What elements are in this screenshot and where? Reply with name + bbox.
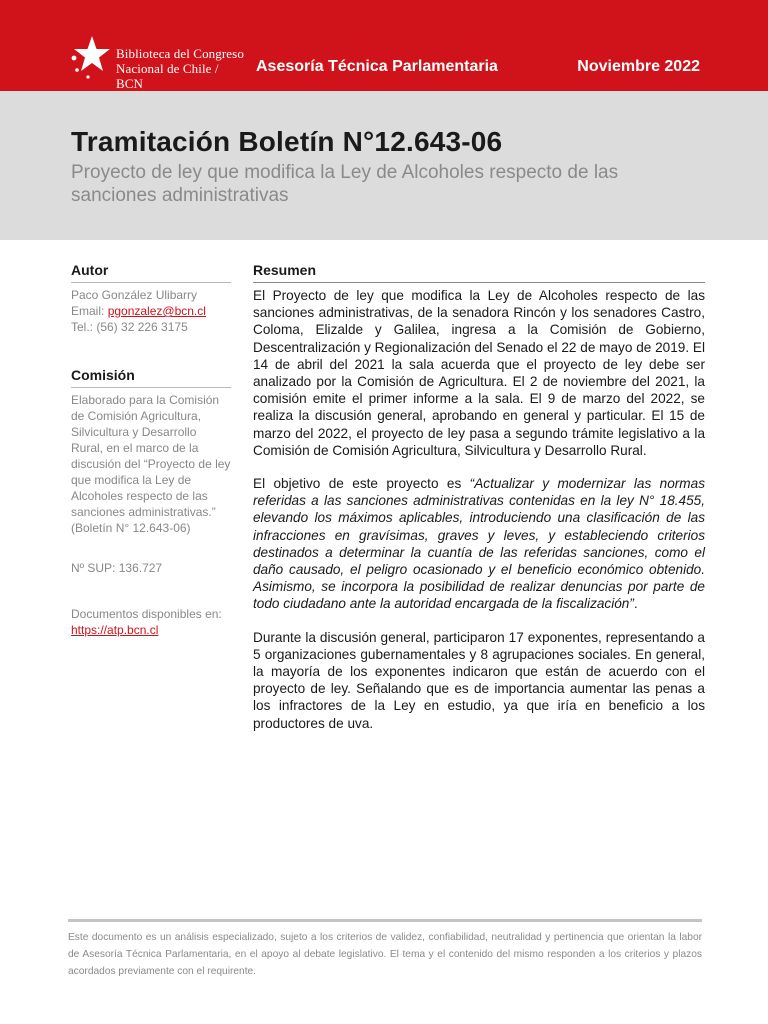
logo-line-2: Nacional de Chile / BCN (116, 61, 219, 91)
resumen-paragraph-3: Durante la discusión general, participaron 17 exponentes, representando a 5 organizaciones gubernamentales y 8 agrupaciones sociales. En general, la mayoría de los exponentes indicaron que están de acuerdo con el proyecto de ley. Señalando que es de importancia aumentar las penas a los infractores de la Ley en estudio, ya que iría en beneficio a los productores de uva. (253, 629, 705, 731)
email-link[interactable]: pgonzalez@bcn.cl (107, 304, 206, 318)
autor-name: Paco González Ulibarry (71, 288, 198, 302)
document-subtitle: Proyecto de ley que modifica la Ley de Alcoholes respecto de las sanciones administrativas (71, 162, 619, 206)
docs-link-line (71, 622, 231, 638)
footer-disclaimer: Este documento es un análisis especializado, sujeto a los criterios de validez, confiabilidad, neutralidad y pertinencia que orientan la labor de Asesoría Técnica Parlamentaria, en el apoyo al debate legislativo. El tema y el contenido del mismo responden a los criterios y plazos acordados previamente con el requirente. (68, 932, 702, 977)
footer-divider (68, 919, 702, 922)
autor-email-line (71, 303, 231, 319)
resumen-paragraph-1: El Proyecto de ley que modifica la Ley de Alcoholes respecto de las sanciones administrativas, de la senadora Rincón y los senadores Castro, Coloma, Elizalde y Galilea, ingresa a la Comisión de Gobierno, Descentralización y Regionalización del Senado el 22 de mayo de 2019. El 14 de abril del 2021 la sala acuerda que el proyecto de ley debe ser analizado por la Comisión de Agricultura. El 2 de noviembre del 2021, la comisión emite el primer informe a la sala. El 9 de marzo del 2022, se realiza la discusión general, aprobando en general y particular. El 15 de marzo del 2022, el proyecto de ley pasa a segundo trámite legislativo a la Comisión de Comisión Agricultura, Silvicultura y Desarrollo Rural. (253, 288, 705, 458)
star-logo-icon (68, 34, 112, 80)
sidebar (71, 262, 231, 638)
docs-label: Documentos disponibles en: (71, 607, 222, 621)
objective-end: . (633, 596, 638, 612)
bcn-logo[interactable] (68, 34, 248, 91)
header-date: Noviembre 2022 (577, 58, 700, 75)
header-bar (0, 0, 768, 91)
logo-line-1: Biblioteca del Congreso (116, 46, 244, 61)
autor-heading: Autor (71, 262, 231, 283)
objective-intro: El objetivo de este proyecto es (253, 476, 470, 492)
objective-quote: “Actualizar y modernizar las normas referidas a las sanciones administrativas contenidas en la ley N° 18.455, elevando los máximos aplicables, introduciendo una clasificación de las infracciones en gravísimas, graves y leves, y estableciendo criterios destinados a determinar la cuantía de las referidas sanciones, como el daño causado, el peligro ocasionado y el beneficio económico obtenido. Asimismo, se incorpora la posibilidad de realizar denuncias por parte de todo ciudadano ante la autoridad encargada de la fiscalización” (253, 476, 705, 612)
email-label: Email: (71, 304, 108, 318)
document-title: Tramitación Boletín N°12.643-06 (71, 126, 503, 157)
comision-text: Elaborado para la Comisión de Comisión Agricultura, Silvicultura y Desarrollo Rural, en el marco de la discusión del “Proyecto de ley que modifica la Ley de Alcoholes respecto de las sanciones administrativas.” (Boletín N° 12.643-06) (71, 393, 231, 535)
logo-text (116, 46, 248, 91)
header-section-title: Asesoría Técnica Parlamentaria (256, 58, 498, 75)
resumen-paragraph-2 (253, 475, 705, 613)
title-band (0, 91, 768, 240)
main-content (253, 262, 705, 732)
resumen-heading: Resumen (253, 262, 705, 283)
autor-phone: Tel.: (56) 32 226 3175 (71, 320, 188, 334)
sup-number: Nº SUP: 136.727 (71, 561, 163, 575)
comision-heading: Comisión (71, 367, 231, 388)
docs-link[interactable]: https://atp.bcn.cl (71, 623, 159, 637)
